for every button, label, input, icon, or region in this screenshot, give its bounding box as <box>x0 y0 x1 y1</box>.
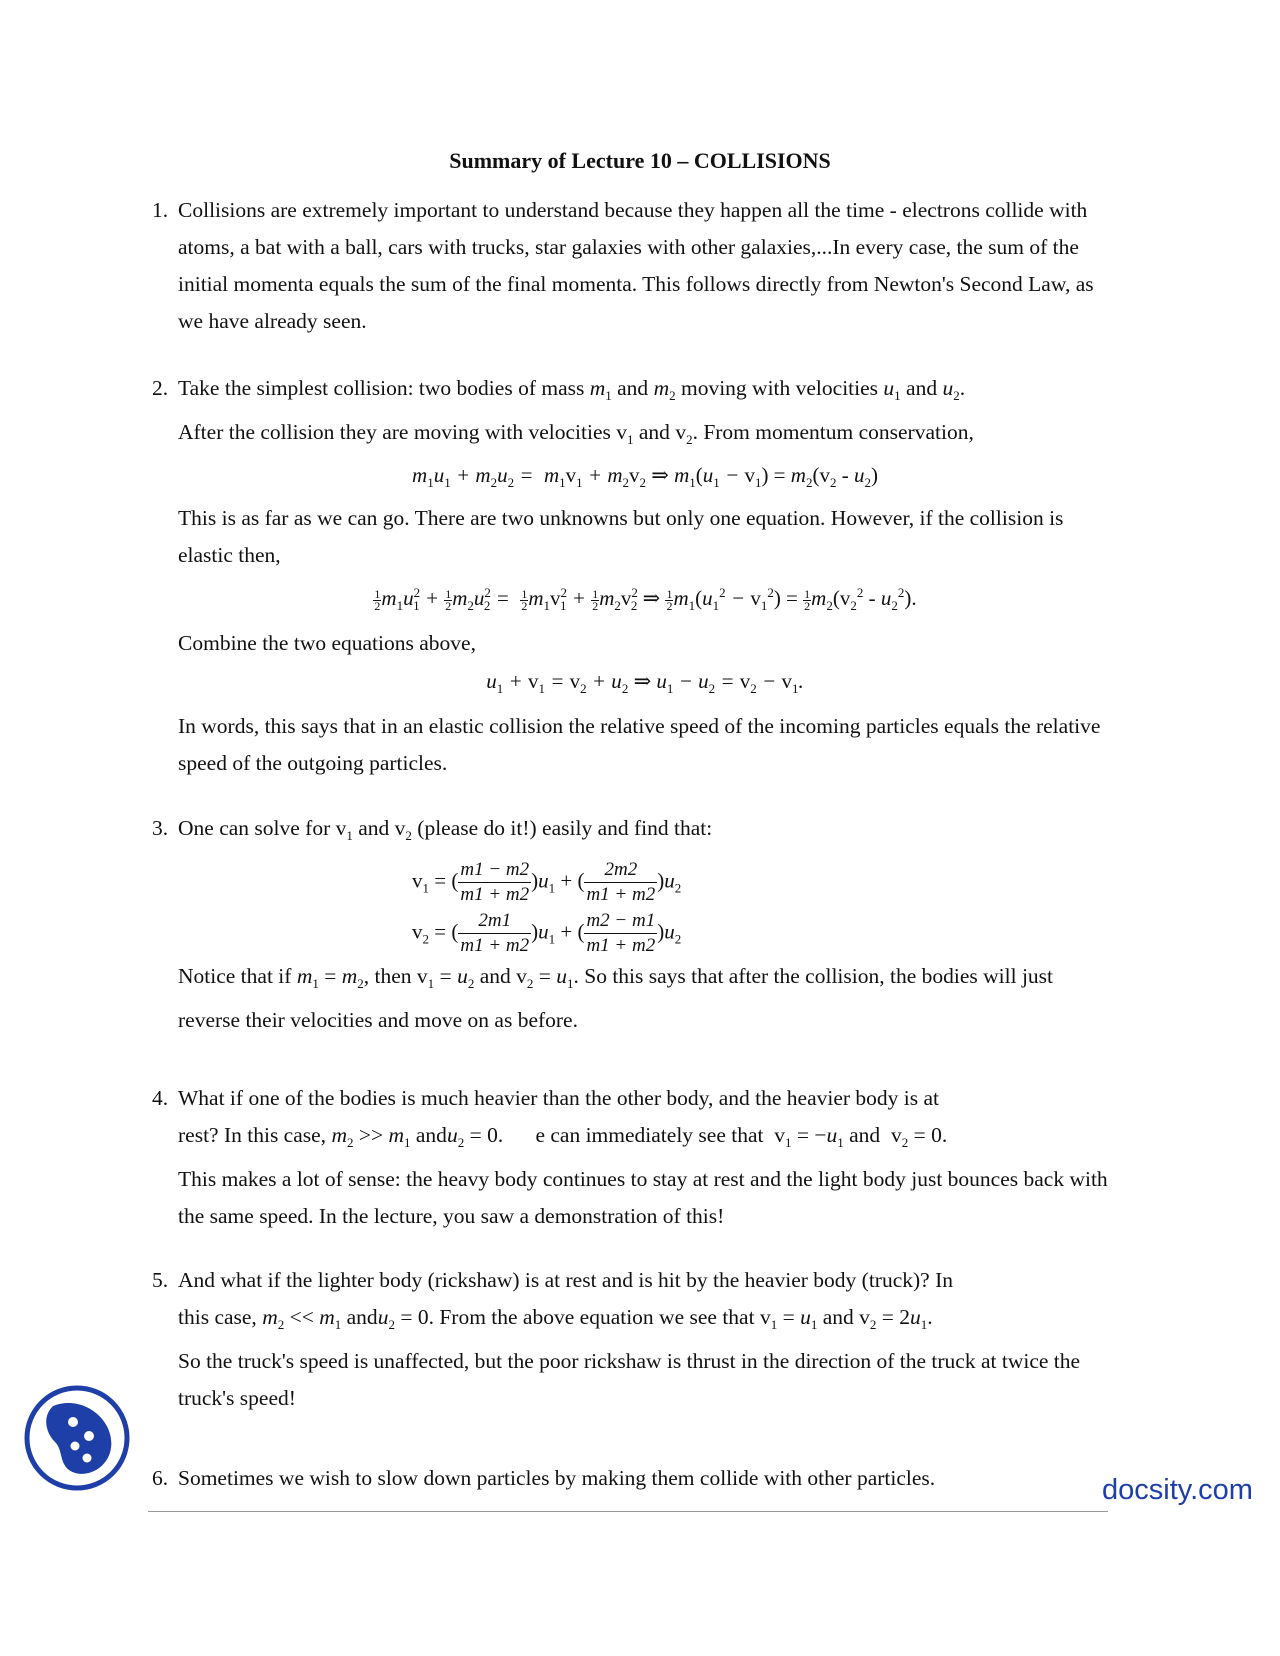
item-paragraph: In words, this says that in an elastic collision the relative speed of the incoming particles equals the relative speed of the outgoing particles. <box>178 714 1101 775</box>
item-line: What if one of the bodies is much heavier than the other body, and the heavier body is at <box>178 1086 940 1110</box>
list-item-4 <box>152 1080 1112 1235</box>
item-number: 3. <box>152 816 169 840</box>
item-number: 1. <box>152 198 169 222</box>
docsity-logo-icon[interactable] <box>23 1384 131 1492</box>
item-line: rest? In this case, $m_2 >> m_1$ andu$_2$ = 0. e can immediately see that $v_1 = -u_1$ and $v_2 = 0$. <box>178 1123 948 1150</box>
item-text: Collisions are extremely important to understand because they happen all the time - electrons collide with atoms, a bat with a ball, cars with trucks, star galaxies with other galaxies,...In every case, the sum of the initial momenta equals the sum of the final momenta. This follows directly from Newton's Second Law, as we have already seen. <box>178 198 1094 333</box>
v1-solution-equation: $v_1$ = ( $\frac{m1 - m2}{m1 + m2}$ )$u_1$ + ( $\frac{2m2}{m1 + m2}$ )$u_2$ <box>412 859 682 905</box>
item-paragraph: So the truck's speed is unaffected, but the poor rickshaw is thrust in the direction of the truck at twice the truck's speed! <box>178 1349 1081 1410</box>
item-line: And what if the lighter body (rickshaw) is at rest and is hit by the heavier body (truck)? In <box>178 1268 953 1292</box>
item-paragraph: Combine the two equations above, <box>178 631 476 655</box>
item-number: 2. <box>152 376 169 400</box>
item-number: 4. <box>152 1086 169 1110</box>
list-item-3 <box>152 810 1112 1039</box>
list-item-5 <box>152 1262 1112 1417</box>
item-paragraph: Notice that if $m_1 = m_2$, then $v_1 = u_2$ and $v_2 = u_1$. So this says that after the collision, the bodies will just reverse their velocities and move on as before. <box>178 964 1054 1032</box>
page-title: Summary of Lecture 10 – COLLISIONS <box>449 148 831 173</box>
momentum-equation: $m_1u_1 + m_2u_2 = m_1v_1 + m_2v_2$ ⇒ $m_1(u_1 - v_1) = m_2(v_2 - u_2)$ <box>412 463 878 490</box>
relative-speed-equation: $u_1 + v_1 = v_2 + u_2$ ⇒ $u_1 - u_2 = v_2 - v_1$. <box>486 669 804 696</box>
list-item-6 <box>152 1460 1112 1497</box>
page-divider <box>148 1511 1108 1512</box>
list-item-2 <box>152 370 1112 782</box>
item-line: this case, $m_2 << m_1$ andu$_2$ = 0. From the above equation we see that $v_1 = u_1$ and $v_2 = 2u_1$. <box>178 1305 933 1332</box>
item-paragraph: This is as far as we can go. There are two unknowns but only one equation. However, if the collision is elastic then, <box>178 506 1064 567</box>
item-intro-line: Take the simplest collision: two bodies of mass $m_1$ and $m_2$ moving with velocities $u_1$ and $u_2$. <box>178 376 966 403</box>
item-paragraph: This makes a lot of sense: the heavy body continues to stay at rest and the light body just bounces back with the same speed. In the lecture, you saw a demonstration of this! <box>178 1167 1108 1228</box>
item-intro-line: One can solve for $v_1$ and $v_2$ (please do it!) easily and find that: <box>178 816 713 843</box>
docsity-brand-link[interactable]: docsity.com <box>1102 1474 1253 1506</box>
energy-equation: $\frac{1}{2}$ $m_1u^2_1$ + $\frac{1}{2}$ $m_2u^2_2$ = $\frac{1}{2}$ $m_1v^2_1$ + $\frac{1}{2}$ $m_2v^2_2$ ⇒ $\frac{1}{2}$ $m_1(u_1^2 - v_1^2)$ = $\frac{1}{2}$ $m_2(v_2^2 - u_2^2)$. <box>374 585 917 613</box>
list-item-1 <box>152 192 1112 340</box>
item-number: 5. <box>152 1268 169 1292</box>
item-text: Sometimes we wish to slow down particles by making them collide with other particles. <box>178 1466 936 1490</box>
item-after-line: After the collision they are moving with velocities $v_1$ and $v_2$. From momentum conservation, <box>178 420 974 447</box>
v2-solution-equation: $v_2$ = ( $\frac{2m1}{m1 + m2}$ )$u_1$ + ( $\frac{m2 - m1}{m1 + m2}$ )$u_2$ <box>412 910 682 956</box>
item-number: 6. <box>152 1466 169 1490</box>
